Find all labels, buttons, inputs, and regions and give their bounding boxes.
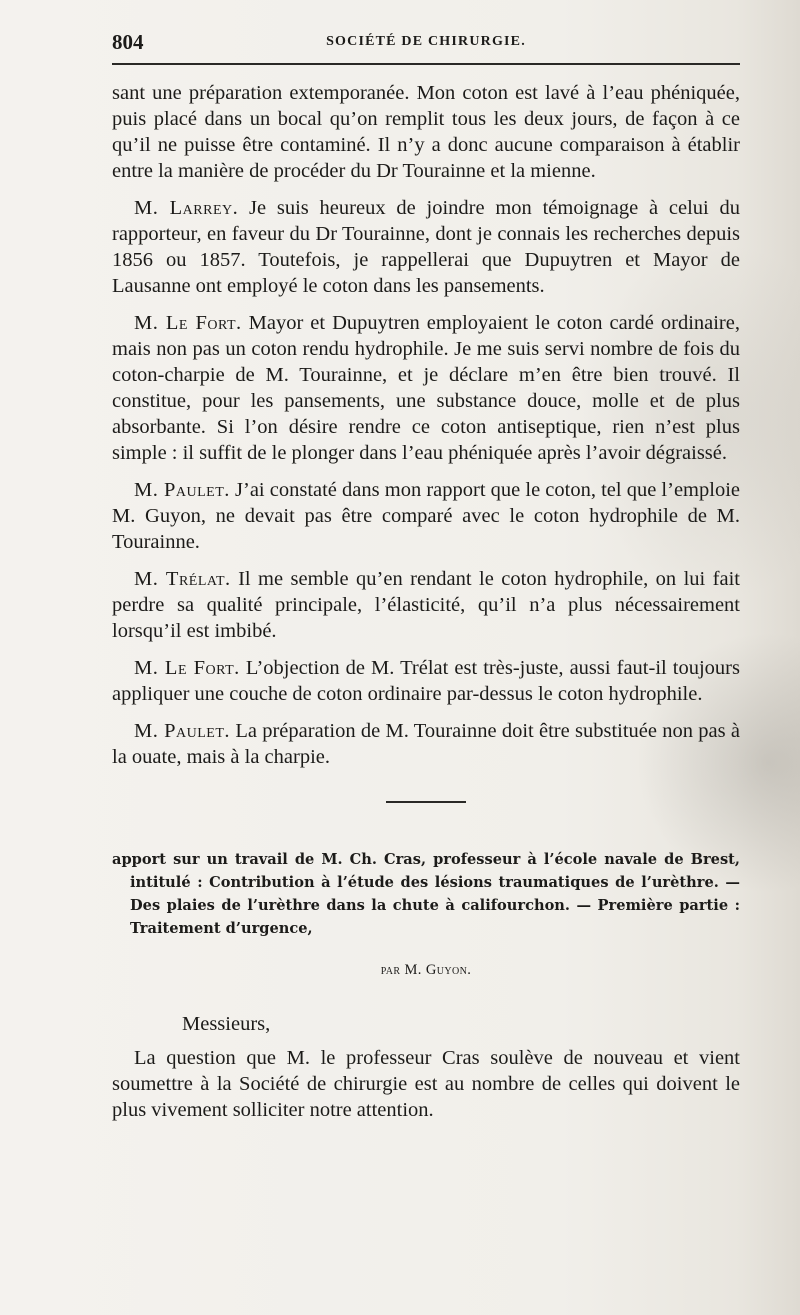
- speaker-name: M. Le Fort.: [134, 657, 240, 679]
- speaker-name: M. Larrey.: [134, 197, 239, 219]
- paragraph-le-fort-2: [112, 655, 740, 707]
- report-byline: par M. Guyon.: [380, 962, 472, 978]
- paragraph-text: J’ai constaté dans mon rapport que le coton, tel que l’emploie M. Guyon, ne devait pas être comparé avec le coton hydrophile de M. Tourainne.: [112, 479, 740, 553]
- paragraph-paulet: [112, 477, 740, 555]
- header-rule: [112, 63, 740, 65]
- paragraph-text: Il me semble qu’en rendant le coton hydrophile, on lui fait perdre sa qualité principale, l’élasticité, qu’il n’a plus nécessairement lorsqu’il est imbibé.: [112, 568, 740, 642]
- speaker-name: M. Le Fort.: [134, 312, 242, 334]
- running-head: SOCIÉTÉ DE CHIRURGIE.: [326, 34, 526, 49]
- paragraph-le-fort: [112, 310, 740, 466]
- paragraph-text: Mayor et Dupuytren employaient le coton cardé ordinaire, mais non pas un coton rendu hydrophile. Je me suis servi nombre de fois du coton-charpie de M. Tourainne, et je déclare m’en être bien trouvé. Il constitue, pour les pansements, une substance douce, molle et de plus absorbante. Si l’on désire rendre ce coton antiseptique, rien n’est plus simple : il suffit de le plonger dans l’eau phéniquée après l’avoir dégraissé.: [112, 312, 740, 464]
- page-number: 804: [112, 30, 144, 54]
- paragraph-text: L’objection de M. Trélat est très-juste, aussi faut-il toujours appliquer une couche de coton ordinaire par-dessus le coton hydrophile.: [112, 657, 740, 705]
- speaker-name: M. Trélat.: [134, 568, 231, 590]
- paragraph-text: La préparation de M. Tourainne doit être substituée non pas à la ouate, mais à la charpie.: [112, 720, 740, 768]
- salutation: Messieurs,: [182, 1013, 271, 1035]
- paragraph-trelat: [112, 566, 740, 644]
- paragraph-paulet-2: [112, 718, 740, 770]
- paragraph-text: Je suis heureux de joindre mon témoignage à celui du rapporteur, en faveur du Dr Tourainne, dont je connais les recherches depuis 1856 ou 1857. Toutefois, je rappellerai que Dupuytren et Mayor de Lausanne ont employé le coton dans les pansements.: [112, 197, 740, 297]
- speaker-name: M. Paulet.: [134, 720, 231, 742]
- section-separator: [386, 801, 466, 803]
- report-opening-text: La question que M. le professeur Cras soulève de nouveau et vient soumettre à la Société de chirurgie est au nombre de celles qui doivent le plus vivement solliciter notre attention.: [112, 1047, 740, 1121]
- speaker-name: M. Paulet.: [134, 479, 230, 501]
- paragraph-continuation: sant une préparation extemporanée. Mon coton est lavé à l’eau phéniquée, puis placé dans un bocal qu’on remplit tous les deux jours, de façon à ce qu’il ne puisse être contaminé. Il n’y a donc aucune comparaison à établir entre la manière de procéder du Dr Tourainne et la mienne.: [112, 82, 740, 182]
- page-header: [112, 30, 740, 60]
- report-title: apport sur un travail de M. Ch. Cras, professeur à l’école navale de Brest, intitulé : Contribution à l’étude des lésions traumatiques de l’urèthre. — Des plaies de l’urèthre dans la chute à califourchon. — Première partie : Traitement d’urgence,: [112, 851, 740, 937]
- paragraph-larrey: [112, 195, 740, 299]
- page-body: [112, 80, 740, 1123]
